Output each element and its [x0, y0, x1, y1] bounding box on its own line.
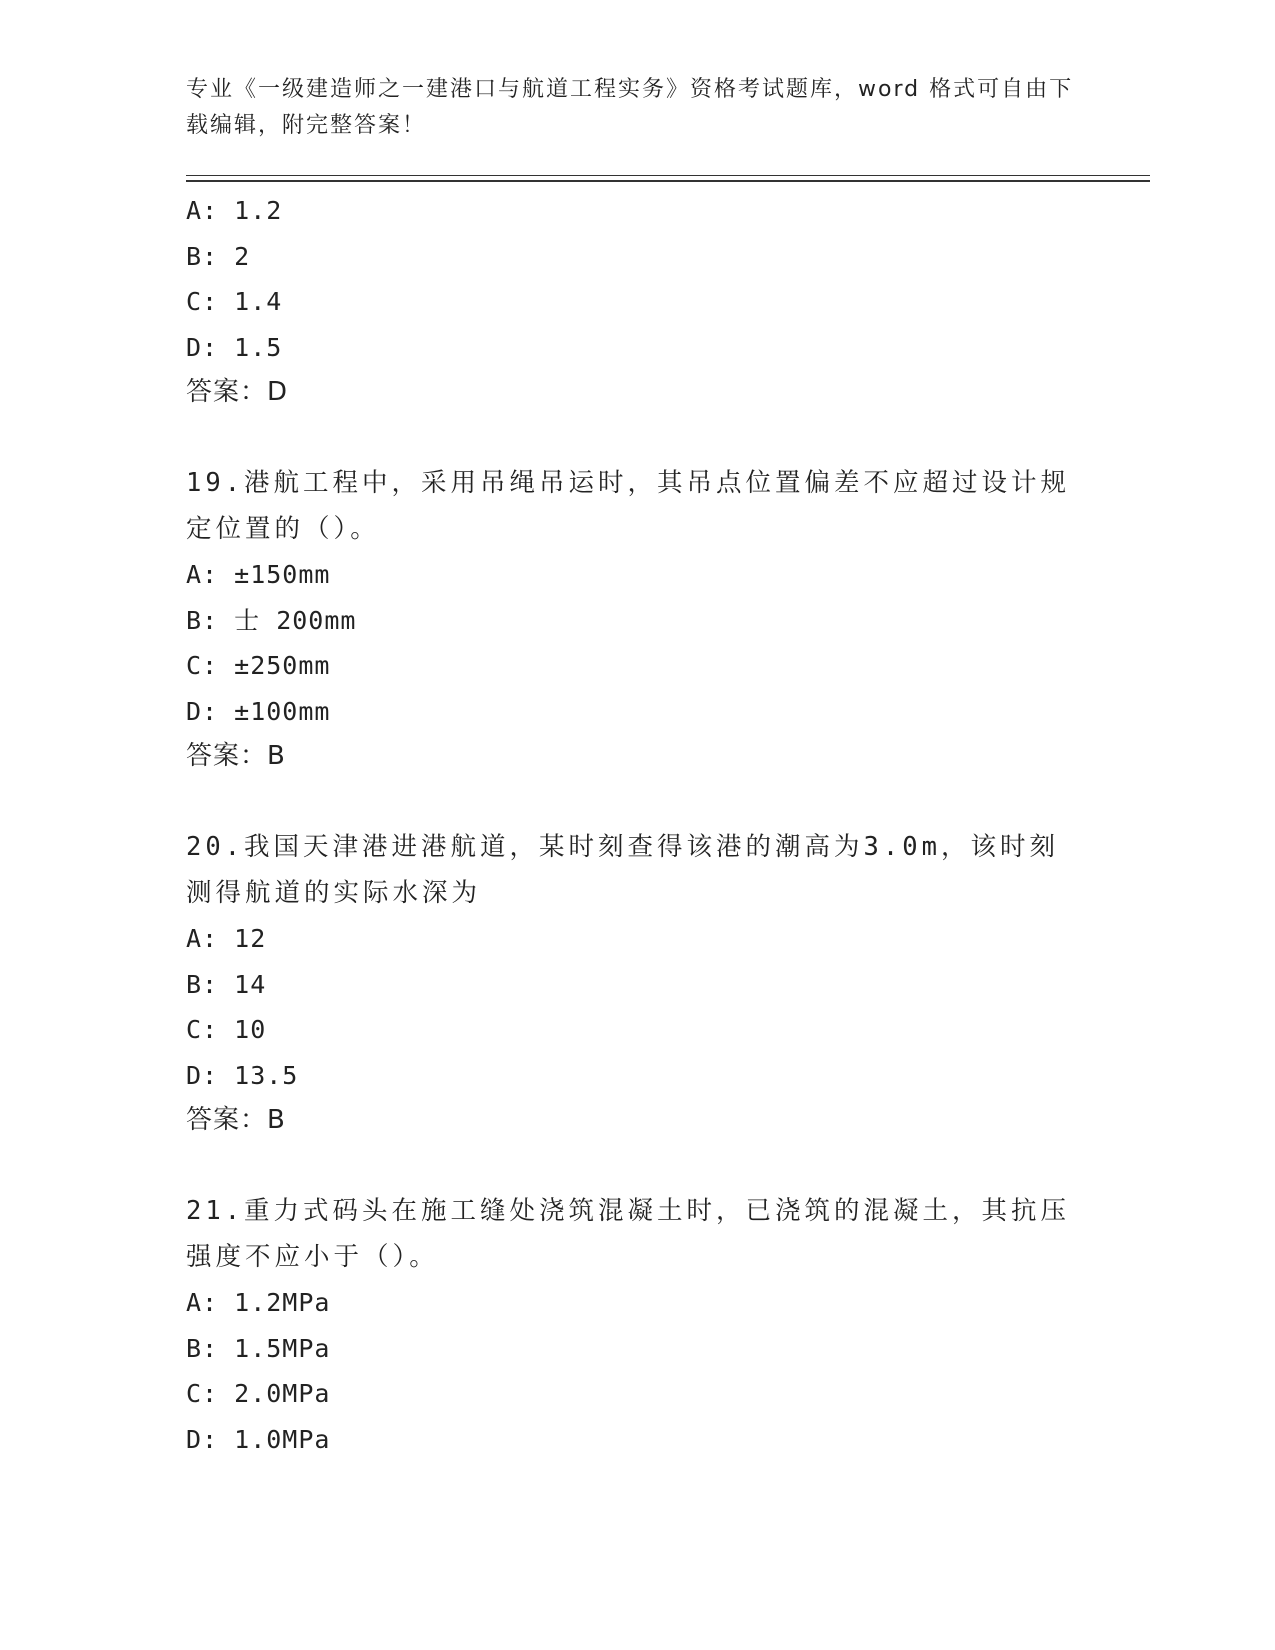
option-b: B: 14 [186, 969, 267, 999]
option-b: B: 1.5MPa [186, 1333, 331, 1363]
spacer [186, 1144, 1086, 1190]
question-stem: 20.我国天津港进港航道，某时刻查得该港的潮高为3.0m，该时刻测得航道的实际水深为 [186, 832, 1059, 908]
question-20 [186, 825, 1086, 1144]
answer: 答案：B [186, 741, 286, 771]
option-a: A: 12 [186, 924, 267, 953]
option-c: C: ±250mm [186, 651, 331, 680]
option-d: D: ±100mm [186, 696, 331, 726]
option-a: A: 1.2MPa [186, 1288, 331, 1317]
option-d: D: 1.5 [186, 332, 283, 362]
option-d: D: 1.0MPa [186, 1424, 331, 1454]
option-c: C: 2.0MPa [186, 1379, 331, 1408]
header-divider-thin [186, 175, 1150, 176]
document-header: 专业《一级建造师之一建港口与航道工程实务》资格考试题库，word 格式可自由下载编辑，附完整答案！ [186, 77, 1074, 138]
question-stem: 21.重力式码头在施工缝处浇筑混凝土时，已浇筑的混凝土，其抗压强度不应小于（）。 [186, 1196, 1071, 1272]
spacer [186, 416, 1086, 462]
option-c: C: 10 [186, 1015, 267, 1044]
option-b: B: 士 200mm [186, 605, 357, 635]
question-list [186, 188, 1086, 1462]
question-21 [186, 1189, 1086, 1462]
header-divider-thick [186, 180, 1150, 182]
answer: 答案：B [186, 1105, 286, 1135]
option-c: C: 1.4 [186, 287, 283, 316]
answer: 答案：D [186, 377, 289, 407]
spacer [186, 780, 1086, 826]
question-19 [186, 461, 1086, 780]
question-stem: 19.港航工程中，采用吊绳吊运时，其吊点位置偏差不应超过设计规定位置的（）。 [186, 468, 1071, 544]
question-18 [186, 188, 1086, 416]
option-a: A: ±150mm [186, 560, 331, 589]
option-b: B: 2 [186, 241, 251, 271]
option-d: D: 13.5 [186, 1060, 299, 1090]
option-a: A: 1.2 [186, 196, 283, 225]
